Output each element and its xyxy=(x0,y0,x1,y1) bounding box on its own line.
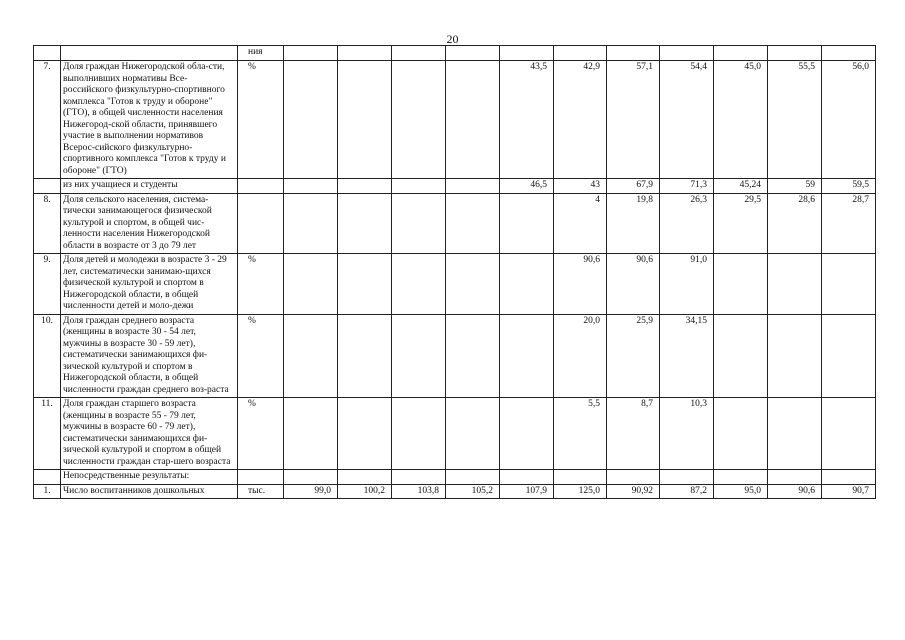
value-cell: 99,0 xyxy=(284,484,338,499)
value-cell: 100,2 xyxy=(338,484,392,499)
value-cell: 105,2 xyxy=(446,484,500,499)
value-cell xyxy=(768,314,822,398)
value-cell xyxy=(338,193,392,254)
value-cell xyxy=(446,193,500,254)
value-cell xyxy=(284,470,338,485)
table-row xyxy=(34,254,876,315)
value-cell xyxy=(392,314,446,398)
indicator-description-cell: из них учащиеся и студенты xyxy=(61,179,238,194)
value-cell: 55,5 xyxy=(768,61,822,179)
value-cell: 90,6 xyxy=(554,254,607,315)
value-cell: 71,3 xyxy=(660,179,714,194)
table-row xyxy=(34,193,876,254)
table-row xyxy=(34,179,876,194)
table-row xyxy=(34,61,876,179)
header-cell xyxy=(714,46,768,61)
value-cell: 90,6 xyxy=(768,484,822,499)
header-cell xyxy=(500,46,554,61)
value-cell: 125,0 xyxy=(554,484,607,499)
value-cell: 103,8 xyxy=(392,484,446,499)
value-cell xyxy=(392,179,446,194)
value-cell: 26,3 xyxy=(660,193,714,254)
table-body xyxy=(34,46,876,499)
value-cell: 10,3 xyxy=(660,398,714,470)
value-cell xyxy=(392,254,446,315)
row-number-cell: 10. xyxy=(34,314,61,398)
row-number-cell: 8. xyxy=(34,193,61,254)
value-cell: 43,5 xyxy=(500,61,554,179)
table-row xyxy=(34,398,876,470)
value-cell: 45,0 xyxy=(714,61,768,179)
indicator-description-cell: Число воспитанников дошкольных xyxy=(61,484,238,499)
value-cell xyxy=(500,470,554,485)
indicator-description-cell: Доля граждан Нижегородской обла-сти, выполнивших нормативы Все-российского физкультурно-спортивного комплекса "Готов к труду и обороне" (ГТО), в общей численности населения Нижегород-ской области, принявшего участие в выполнении нормативов Всерос-сийского физкультурно-спортивного комплекса "Готов к труду и обороне" (ГТО) xyxy=(61,61,238,179)
value-cell xyxy=(446,314,500,398)
value-cell: 107,9 xyxy=(500,484,554,499)
value-cell: 28,6 xyxy=(768,193,822,254)
value-cell xyxy=(660,470,714,485)
value-cell xyxy=(392,61,446,179)
value-cell xyxy=(338,179,392,194)
unit-header-cell: ния xyxy=(238,46,284,61)
value-cell xyxy=(822,470,876,485)
value-cell xyxy=(714,470,768,485)
header-cell xyxy=(768,46,822,61)
value-cell: 45,24 xyxy=(714,179,768,194)
unit-cell: % xyxy=(238,314,284,398)
header-cell xyxy=(34,46,61,61)
value-cell: 42,9 xyxy=(554,61,607,179)
value-cell xyxy=(822,314,876,398)
value-cell xyxy=(446,179,500,194)
value-cell xyxy=(714,314,768,398)
unit-cell: % xyxy=(238,398,284,470)
unit-cell xyxy=(238,193,284,254)
value-cell: 20,0 xyxy=(554,314,607,398)
indicator-description-cell: Доля граждан среднего возраста (женщины в возрасте 30 - 54 лет, мужчины в возрасте 30 - 59 лет), систематически занимающихся фи-зической культурой и спортом в Нижегородской области, в общей численности граждан среднего воз-раста xyxy=(61,314,238,398)
indicators-table xyxy=(33,45,876,499)
row-number-cell xyxy=(34,470,61,485)
indicator-description-cell: Доля сельского населения, система-тически занимающегося физической культурой и спортом, в общей чис-ленности населения Нижегородской области в возрасте от 3 до 79 лет xyxy=(61,193,238,254)
unit-cell xyxy=(238,179,284,194)
value-cell: 91,0 xyxy=(660,254,714,315)
value-cell xyxy=(284,398,338,470)
value-cell xyxy=(392,470,446,485)
value-cell xyxy=(392,398,446,470)
value-cell: 59 xyxy=(768,179,822,194)
value-cell xyxy=(338,61,392,179)
value-cell xyxy=(607,470,660,485)
value-cell: 43 xyxy=(554,179,607,194)
value-cell: 56,0 xyxy=(822,61,876,179)
indicator-description-cell: Непосредственные результаты: xyxy=(61,470,238,485)
value-cell: 5,5 xyxy=(554,398,607,470)
value-cell xyxy=(284,179,338,194)
value-cell: 4 xyxy=(554,193,607,254)
value-cell xyxy=(500,254,554,315)
value-cell: 90,6 xyxy=(607,254,660,315)
value-cell: 54,4 xyxy=(660,61,714,179)
header-continuation-row xyxy=(34,46,876,61)
value-cell xyxy=(392,193,446,254)
value-cell xyxy=(446,470,500,485)
header-cell xyxy=(392,46,446,61)
value-cell xyxy=(714,398,768,470)
unit-cell xyxy=(238,470,284,485)
value-cell xyxy=(500,193,554,254)
value-cell xyxy=(768,470,822,485)
value-cell xyxy=(446,61,500,179)
value-cell xyxy=(500,314,554,398)
value-cell: 95,0 xyxy=(714,484,768,499)
row-number-cell: 9. xyxy=(34,254,61,315)
value-cell: 90,92 xyxy=(607,484,660,499)
value-cell: 87,2 xyxy=(660,484,714,499)
value-cell xyxy=(768,398,822,470)
value-cell xyxy=(500,398,554,470)
value-cell: 34,15 xyxy=(660,314,714,398)
indicator-description-cell: Доля детей и молодежи в возрасте 3 - 29 лет, систематически занимаю-щихся физической культурой и спортом в Нижегородской области, в общей численности детей и моло-дежи xyxy=(61,254,238,315)
header-cell xyxy=(284,46,338,61)
value-cell: 8,7 xyxy=(607,398,660,470)
value-cell xyxy=(338,470,392,485)
header-cell xyxy=(338,46,392,61)
value-cell xyxy=(338,398,392,470)
table-row xyxy=(34,484,876,499)
value-cell xyxy=(554,470,607,485)
value-cell: 28,7 xyxy=(822,193,876,254)
value-cell: 25,9 xyxy=(607,314,660,398)
unit-cell: % xyxy=(238,61,284,179)
header-cell xyxy=(554,46,607,61)
unit-cell: % xyxy=(238,254,284,315)
value-cell: 67,9 xyxy=(607,179,660,194)
table-row xyxy=(34,470,876,485)
value-cell: 19,8 xyxy=(607,193,660,254)
table-row xyxy=(34,314,876,398)
value-cell xyxy=(338,314,392,398)
unit-cell: тыс. xyxy=(238,484,284,499)
header-cell xyxy=(660,46,714,61)
row-number-cell xyxy=(34,179,61,194)
indicator-description-cell: Доля граждан старшего возраста (женщины в возрасте 55 - 79 лет, мужчины в возрасте 60 - 79 лет), систематически занимающихся фи-зической культурой и спортом в общей численности граждан стар-шего возраста xyxy=(61,398,238,470)
value-cell xyxy=(284,61,338,179)
value-cell xyxy=(284,314,338,398)
header-cell xyxy=(607,46,660,61)
row-number-cell: 7. xyxy=(34,61,61,179)
header-cell xyxy=(61,46,238,61)
value-cell: 90,7 xyxy=(822,484,876,499)
value-cell xyxy=(446,398,500,470)
value-cell xyxy=(284,254,338,315)
value-cell xyxy=(822,398,876,470)
value-cell xyxy=(284,193,338,254)
value-cell: 57,1 xyxy=(607,61,660,179)
header-cell xyxy=(822,46,876,61)
value-cell xyxy=(338,254,392,315)
value-cell: 46,5 xyxy=(500,179,554,194)
page-number: 20 xyxy=(446,32,459,46)
value-cell xyxy=(446,254,500,315)
row-number-cell: 11. xyxy=(34,398,61,470)
value-cell xyxy=(714,254,768,315)
value-cell xyxy=(822,254,876,315)
value-cell: 59,5 xyxy=(822,179,876,194)
header-cell xyxy=(446,46,500,61)
row-number-cell: 1. xyxy=(34,484,61,499)
value-cell xyxy=(768,254,822,315)
value-cell: 29,5 xyxy=(714,193,768,254)
